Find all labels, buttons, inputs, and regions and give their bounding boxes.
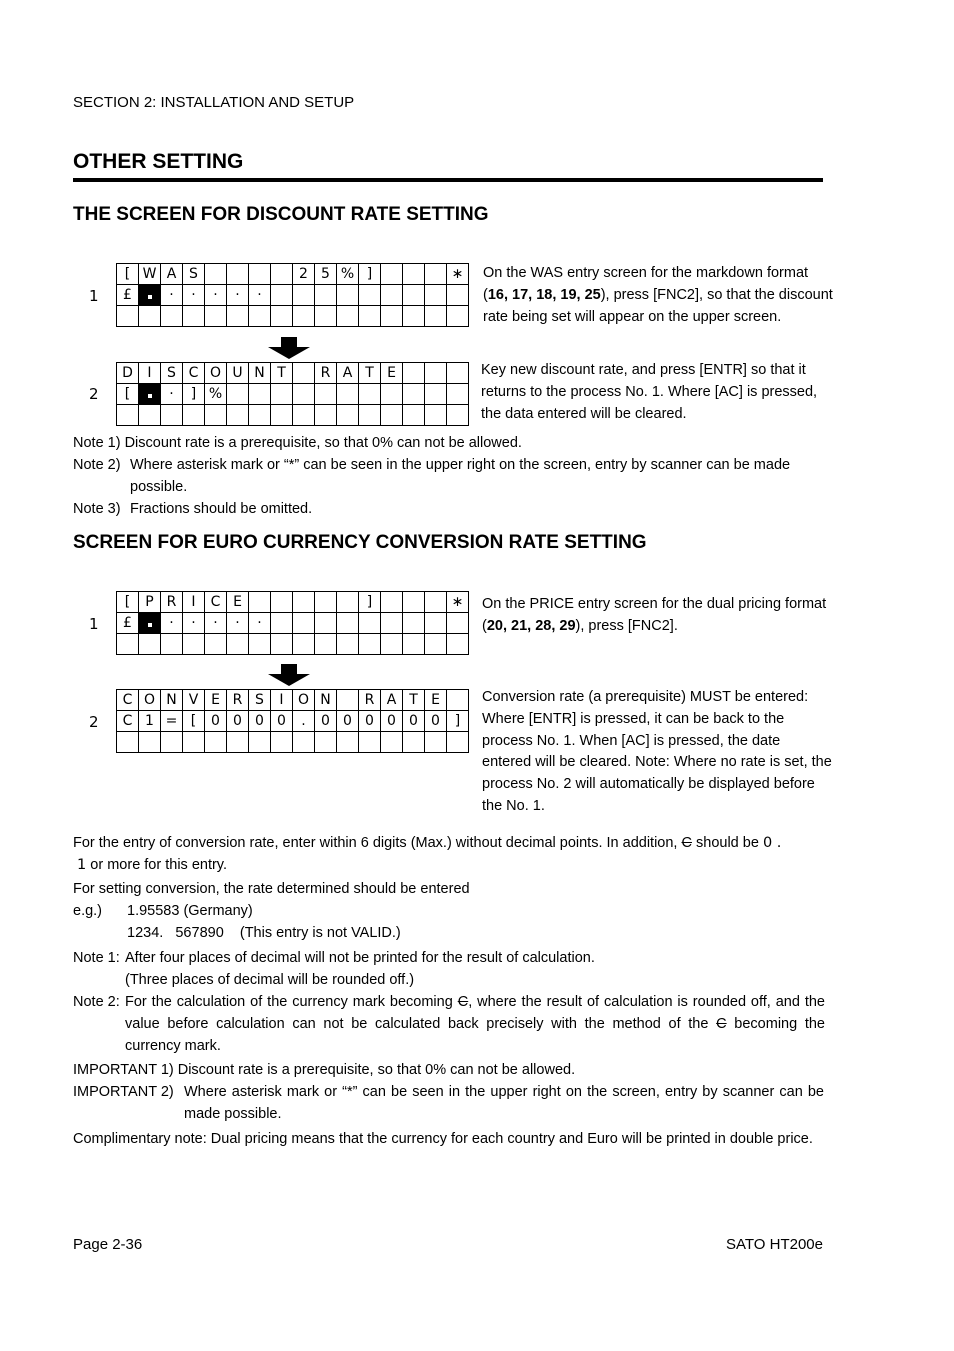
lcd-cell — [271, 613, 293, 634]
lcd-cell — [249, 384, 271, 405]
lcd-cell — [447, 732, 469, 753]
discount-desc-2: Key new discount rate, and press [ENTR] so that it returns to the process No. 1. Where [AC] is pressed, the data entered will be cleared. — [481, 362, 818, 422]
lcd-cell: ] — [447, 711, 469, 732]
lcd-cell — [447, 363, 469, 384]
lcd-cell: £ — [117, 285, 139, 306]
lcd-cell — [425, 732, 447, 753]
lcd-cell: E — [425, 690, 447, 711]
product-name: SATO HT200e — [726, 1236, 823, 1253]
process-number-2: 2 — [89, 385, 99, 403]
lcd-cell — [293, 285, 315, 306]
lcd-cell: [ — [183, 711, 205, 732]
euro-note-1: Note 1: After four places of decimal will not be printed for the result of calculation. (Three places of decimal will be rounded off.) — [73, 950, 595, 988]
lcd-cell: R — [161, 592, 183, 613]
lcd-cell: · — [161, 285, 183, 306]
process-number-1: 1 — [89, 287, 99, 305]
lcd-cell: 2 — [293, 264, 315, 285]
lcd-cell — [271, 384, 293, 405]
lcd-cell: I — [271, 690, 293, 711]
lcd-cell: 0 — [425, 711, 447, 732]
lcd-cell — [425, 363, 447, 384]
lcd-cell — [381, 285, 403, 306]
lcd-cell — [447, 405, 469, 426]
lcd-cell — [117, 405, 139, 426]
page-number: Page 2-36 — [73, 1236, 143, 1253]
lcd-cell — [381, 732, 403, 753]
lcd-row — [117, 592, 469, 613]
discount-desc-1: On the WAS entry screen for the markdown format (16, 17, 18, 19, 25), press [FNC2], so that the discount rate being set will appear on the upper screen. — [483, 265, 833, 325]
lcd-cell — [447, 384, 469, 405]
euro-heading: SCREEN FOR EURO CURRENCY CONVERSION RATE SETTING — [73, 532, 647, 553]
lcd-cell: · — [205, 285, 227, 306]
lcd-cell — [205, 732, 227, 753]
lcd-cell — [315, 405, 337, 426]
lcd-cell — [447, 613, 469, 634]
lcd-cell: ] — [359, 264, 381, 285]
euro-desc-2: Conversion rate (a prerequisite) MUST be entered: Where [ENTR] is pressed, it can be back to the process No. 1. When [AC] is pressed, the date entered will be cleared. Note: Where no rate is set, the process No. 2 will automatically be displayed before the No. 1. — [482, 689, 832, 814]
lcd-cell: I — [139, 363, 161, 384]
example-label: e.g.) — [73, 903, 103, 919]
discount-heading: THE SCREEN FOR DISCOUNT RATE SETTING — [73, 204, 489, 225]
lcd-cell — [293, 634, 315, 655]
lcd-cell: · — [183, 285, 205, 306]
down-arrow-icon — [281, 337, 297, 347]
lcd-cell — [337, 405, 359, 426]
lcd-cell — [337, 285, 359, 306]
lcd-cell: = — [161, 711, 183, 732]
lcd-cell — [359, 732, 381, 753]
lcd-cell — [293, 405, 315, 426]
lcd-cell: · — [183, 613, 205, 634]
lcd-cell — [271, 634, 293, 655]
lcd-cell: C — [117, 690, 139, 711]
euro-desc-1: On the PRICE entry screen for the dual pricing format (20, 21, 28, 29), press [FNC2]. — [482, 596, 827, 634]
lcd-cell — [249, 732, 271, 753]
lcd-cell — [359, 405, 381, 426]
lcd-cell — [139, 405, 161, 426]
lcd-cell — [293, 613, 315, 634]
lcd-cell: . — [293, 711, 315, 732]
lcd-cell — [293, 384, 315, 405]
lcd-cell — [337, 613, 359, 634]
lcd-screen-price — [116, 591, 469, 655]
lcd-cell — [249, 634, 271, 655]
lcd-cell: A — [337, 363, 359, 384]
lcd-cell — [359, 613, 381, 634]
lcd-cell: 0 — [205, 711, 227, 732]
lcd-cell: T — [359, 363, 381, 384]
lcd-cell — [425, 613, 447, 634]
lcd-cell: 0 — [227, 711, 249, 732]
lcd-cell: T — [403, 690, 425, 711]
lcd-cell — [403, 264, 425, 285]
lcd-cell — [315, 592, 337, 613]
lcd-cell: 0 — [271, 711, 293, 732]
lcd-cell: R — [315, 363, 337, 384]
lcd-row — [117, 384, 469, 405]
lcd-cell: 0 — [249, 711, 271, 732]
lcd-cell — [227, 306, 249, 327]
lcd-cell: · — [161, 384, 183, 405]
lcd-cell — [381, 613, 403, 634]
lcd-cell — [447, 285, 469, 306]
lcd-cell: 0 — [381, 711, 403, 732]
lcd-cell — [381, 634, 403, 655]
lcd-cell — [249, 264, 271, 285]
discount-note-1: Note 1) Discount rate is a prerequisite, so that 0% can not be allowed. — [73, 435, 522, 451]
lcd-cell — [403, 306, 425, 327]
lcd-cell — [403, 592, 425, 613]
lcd-cell — [381, 306, 403, 327]
lcd-cell — [139, 732, 161, 753]
lcd-screen-was — [116, 263, 469, 327]
lcd-cell — [249, 405, 271, 426]
lcd-cell — [425, 264, 447, 285]
lcd-cell: E — [205, 690, 227, 711]
lcd-cell: E — [227, 592, 249, 613]
lcd-cell: P — [139, 592, 161, 613]
lcd-cell — [315, 285, 337, 306]
cursor-block — [139, 384, 161, 405]
lcd-cell: ∗ — [447, 592, 469, 613]
lcd-cell — [403, 285, 425, 306]
lcd-cell — [315, 634, 337, 655]
lcd-screen-conversion-rate — [116, 689, 469, 753]
lcd-cell — [161, 634, 183, 655]
lcd-screen-discount-rate — [116, 362, 469, 426]
currency-mark-icon: C — [716, 1016, 727, 1032]
lcd-cell: N — [315, 690, 337, 711]
lcd-cell — [227, 264, 249, 285]
lcd-cell — [293, 732, 315, 753]
lcd-cell — [425, 285, 447, 306]
lcd-cell: ∗ — [447, 264, 469, 285]
lcd-cell: R — [227, 690, 249, 711]
lcd-cell: ] — [359, 592, 381, 613]
lcd-row — [117, 732, 469, 753]
lcd-cell — [425, 592, 447, 613]
lcd-cell: C — [183, 363, 205, 384]
lcd-cell — [381, 592, 403, 613]
lcd-cell: [ — [117, 264, 139, 285]
currency-mark-icon: C — [681, 835, 692, 851]
lcd-cell — [403, 405, 425, 426]
lcd-cell — [183, 405, 205, 426]
lcd-cell — [227, 384, 249, 405]
lcd-cell — [205, 634, 227, 655]
page-title: OTHER SETTING — [73, 150, 244, 173]
lcd-cell — [183, 306, 205, 327]
euro-down-arrow-icon — [281, 664, 297, 674]
lcd-cell — [359, 285, 381, 306]
lcd-cell — [337, 690, 359, 711]
lcd-cell — [271, 405, 293, 426]
lcd-cell: · — [249, 613, 271, 634]
lcd-cell — [425, 405, 447, 426]
lcd-cell — [227, 732, 249, 753]
lcd-row — [117, 634, 469, 655]
title-rule — [73, 178, 823, 182]
lcd-cell — [271, 264, 293, 285]
lcd-row — [117, 690, 469, 711]
lcd-cell — [271, 732, 293, 753]
lcd-row — [117, 264, 469, 285]
lcd-cell — [293, 592, 315, 613]
lcd-cell — [425, 384, 447, 405]
euro-process-number-1: 1 — [89, 615, 99, 633]
lcd-row — [117, 711, 469, 732]
discount-note-2: Note 2) Where asterisk mark or “*” can be seen in the upper right on the screen, entry by scanner can be made possible. — [73, 457, 791, 495]
lcd-cell: V — [183, 690, 205, 711]
lcd-cell: E — [381, 363, 403, 384]
lcd-cell — [403, 634, 425, 655]
lcd-cell — [315, 732, 337, 753]
lcd-cell — [227, 405, 249, 426]
lcd-cell — [315, 306, 337, 327]
discount-note-3: Note 3) Fractions should be omitted. — [73, 501, 313, 517]
lcd-cell — [205, 405, 227, 426]
lcd-cell: % — [337, 264, 359, 285]
lcd-cell — [205, 306, 227, 327]
lcd-cell — [293, 363, 315, 384]
lcd-cell: A — [161, 264, 183, 285]
lcd-cell: O — [205, 363, 227, 384]
lcd-row — [117, 363, 469, 384]
lcd-cell — [337, 592, 359, 613]
lcd-cell: 0 — [337, 711, 359, 732]
lcd-cell — [381, 384, 403, 405]
lcd-cell — [359, 384, 381, 405]
lcd-row — [117, 306, 469, 327]
conversion-entry-paragraph: For the entry of conversion rate, enter within 6 digits (Max.) without decimal points. In addition, C should be 0 . 1 or more for this entry. — [73, 835, 782, 873]
lcd-cell — [315, 384, 337, 405]
lcd-row — [117, 613, 469, 634]
lcd-cell: N — [249, 363, 271, 384]
lcd-cell — [117, 634, 139, 655]
important-2: IMPORTANT 2) Where asterisk mark or “*” can be seen in the upper right on the screen, entry by scanner can be made possible. — [73, 1084, 824, 1122]
lcd-cell — [337, 306, 359, 327]
lcd-cell: O — [293, 690, 315, 711]
lcd-cell: A — [381, 690, 403, 711]
lcd-cell: · — [227, 285, 249, 306]
lcd-cell — [205, 264, 227, 285]
lcd-cell — [183, 732, 205, 753]
lcd-cell — [139, 634, 161, 655]
lcd-cell: · — [161, 613, 183, 634]
lcd-cell: D — [117, 363, 139, 384]
lcd-cell — [139, 306, 161, 327]
lcd-cell — [227, 634, 249, 655]
lcd-cell: C — [117, 711, 139, 732]
lcd-cell: ] — [183, 384, 205, 405]
lcd-cell — [161, 732, 183, 753]
lcd-cell — [117, 306, 139, 327]
lcd-cell: % — [205, 384, 227, 405]
lcd-cell: £ — [117, 613, 139, 634]
down-arrow-head-icon — [268, 347, 310, 359]
lcd-cell — [271, 285, 293, 306]
lcd-cell: · — [227, 613, 249, 634]
complimentary-note: Complimentary note: Dual pricing means that the currency for each country and Euro will be printed in double price. — [73, 1131, 813, 1147]
lcd-cell — [293, 306, 315, 327]
lcd-cell — [161, 405, 183, 426]
lcd-cell: S — [249, 690, 271, 711]
section-label: SECTION 2: INSTALLATION AND SETUP — [73, 94, 355, 111]
conversion-setting-paragraph: For setting conversion, the rate determined should be entered — [73, 881, 470, 897]
lcd-cell: O — [139, 690, 161, 711]
lcd-cell: · — [249, 285, 271, 306]
lcd-cell — [359, 306, 381, 327]
lcd-row — [117, 285, 469, 306]
lcd-cell: T — [271, 363, 293, 384]
cursor-block — [139, 285, 161, 306]
lcd-cell — [447, 690, 469, 711]
lcd-cell: I — [183, 592, 205, 613]
lcd-cell — [271, 306, 293, 327]
lcd-cell — [403, 732, 425, 753]
lcd-cell — [337, 732, 359, 753]
lcd-cell — [359, 634, 381, 655]
lcd-cell: S — [183, 264, 205, 285]
lcd-cell — [117, 732, 139, 753]
lcd-cell — [249, 592, 271, 613]
lcd-cell — [425, 634, 447, 655]
lcd-cell: 0 — [315, 711, 337, 732]
lcd-cell — [381, 264, 403, 285]
euro-down-arrow-head-icon — [268, 674, 310, 686]
lcd-cell — [161, 306, 183, 327]
lcd-cell: S — [161, 363, 183, 384]
lcd-row — [117, 405, 469, 426]
lcd-cell — [447, 634, 469, 655]
lcd-cell: 5 — [315, 264, 337, 285]
lcd-cell: W — [139, 264, 161, 285]
lcd-cell: [ — [117, 384, 139, 405]
lcd-cell — [337, 384, 359, 405]
lcd-cell: 0 — [359, 711, 381, 732]
important-1: IMPORTANT 1) Discount rate is a prerequisite, so that 0% can not be allowed. — [73, 1062, 576, 1078]
lcd-cell: [ — [117, 592, 139, 613]
lcd-cell — [183, 634, 205, 655]
lcd-cell: R — [359, 690, 381, 711]
lcd-cell — [425, 306, 447, 327]
lcd-cell — [271, 592, 293, 613]
lcd-cell: U — [227, 363, 249, 384]
lcd-cell: · — [205, 613, 227, 634]
lcd-cell — [403, 363, 425, 384]
lcd-cell: C — [205, 592, 227, 613]
lcd-cell — [381, 405, 403, 426]
example-1: 1.95583 (Germany) — [127, 903, 253, 919]
lcd-cell — [315, 613, 337, 634]
lcd-cell — [403, 613, 425, 634]
euro-note-2: Note 2: For the calculation of the currency mark becoming C, where the result of calculation is rounded off, and the value before calculation can not be calculated back precisely with the method of the C becoming the currency mark. — [73, 994, 826, 1054]
cursor-block — [139, 613, 161, 634]
euro-process-number-2: 2 — [89, 713, 99, 731]
lcd-cell — [249, 306, 271, 327]
lcd-cell: N — [161, 690, 183, 711]
lcd-cell: 1 — [139, 711, 161, 732]
lcd-cell — [337, 634, 359, 655]
lcd-cell — [403, 384, 425, 405]
currency-mark-icon: C — [457, 994, 469, 1010]
example-2: 1234. 567890 (This entry is not VALID.) — [127, 925, 401, 941]
lcd-cell: 0 — [403, 711, 425, 732]
lcd-cell — [447, 306, 469, 327]
